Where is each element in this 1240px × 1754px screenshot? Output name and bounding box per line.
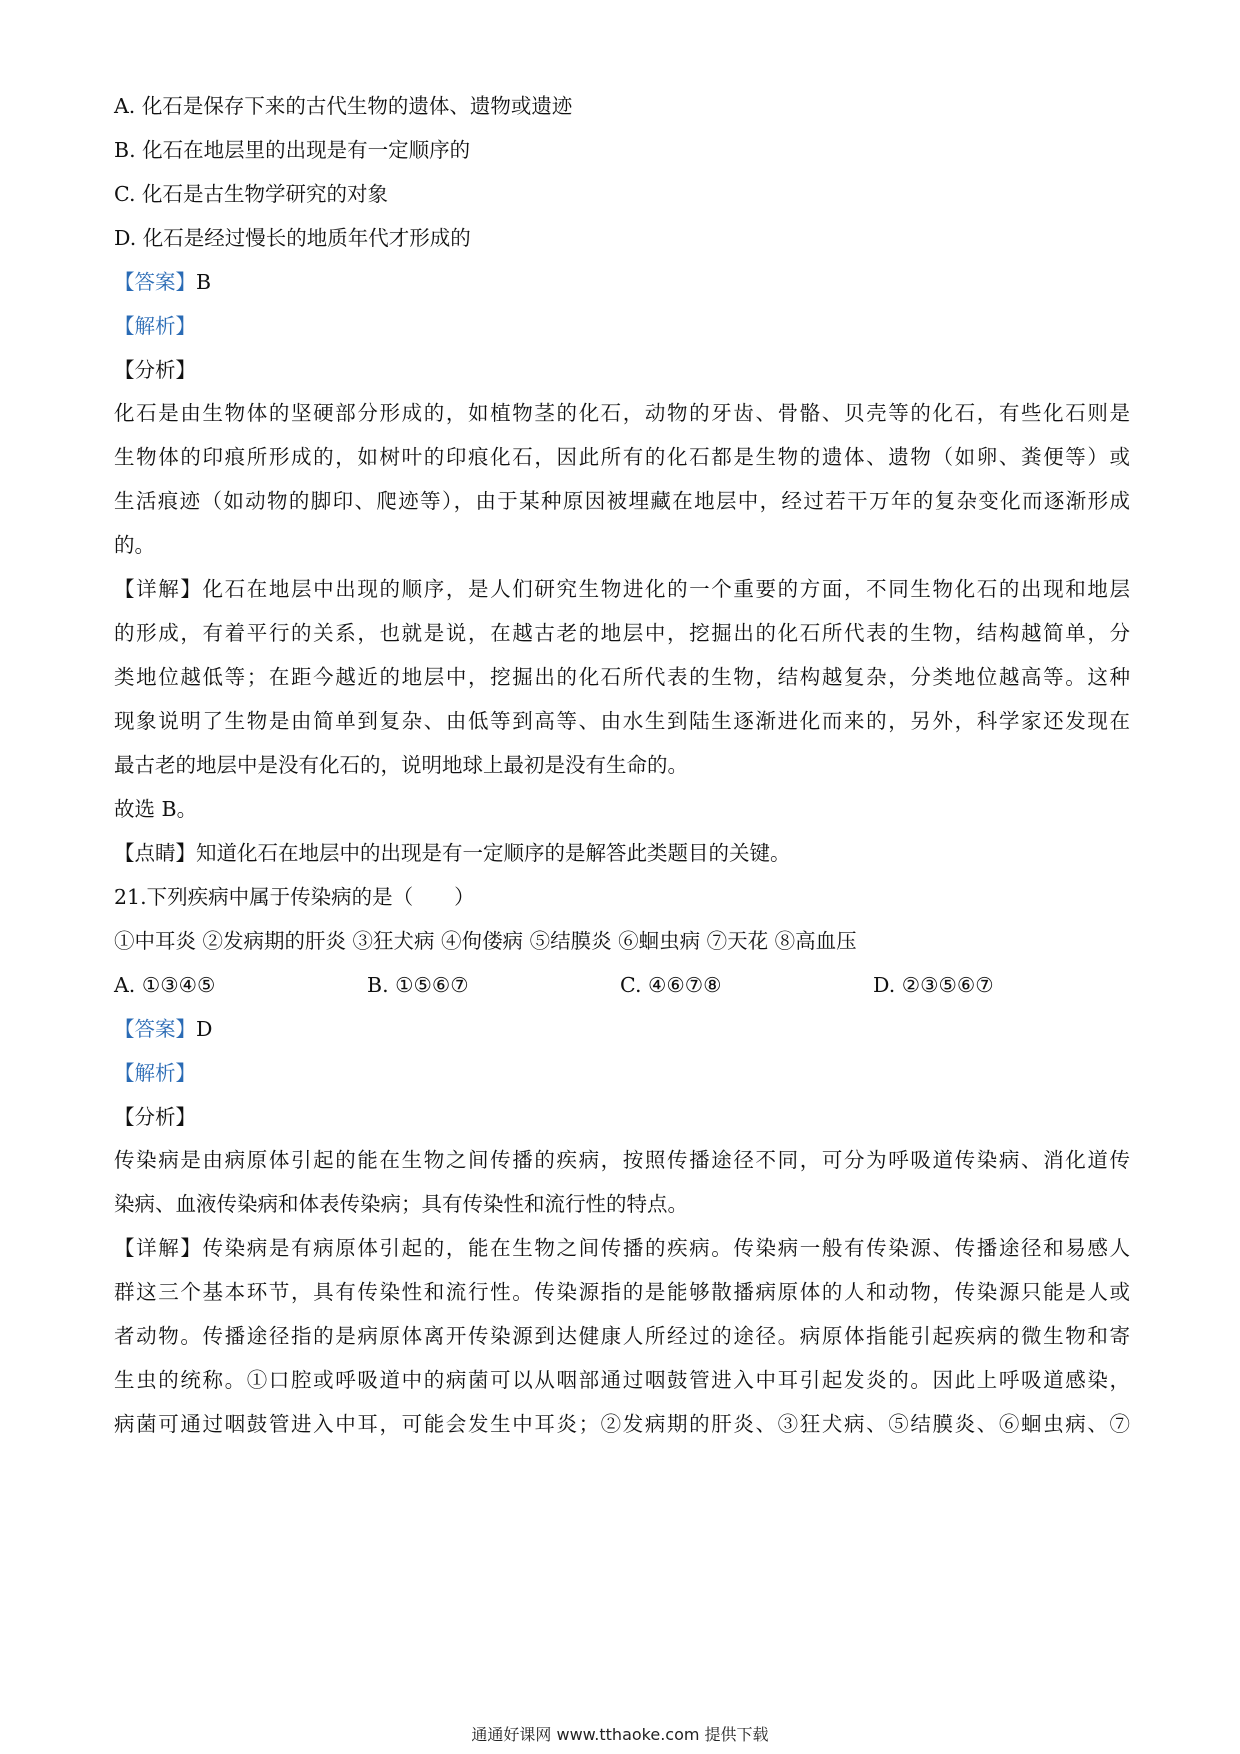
q20-xiangjie-line-2: 的形成，有着平行的关系，也就是说，在越古老的地层中，挖掘出的化石所代表的生物，结构越简单，分: [114, 621, 1130, 645]
page-footer: 通通好课网 www.tthaoke.com 提供下载: [471, 1725, 769, 1744]
q21-items: ①中耳炎 ②发病期的肝炎 ③狂犬病 ④佝偻病 ⑤结膜炎 ⑥蛔虫病 ⑦天花 ⑧高血压: [114, 929, 857, 953]
q20-xiangjie-line-1: [114, 574, 1130, 604]
q21-jiexi-tag: 【解析】: [114, 1061, 196, 1085]
q21-xiangjie-line-4: 生虫的统称。①口腔或呼吸道中的病菌可以从咽部通过咽鼓管进入中耳引起发炎的。因此上呼吸道感染，: [114, 1368, 1130, 1392]
answer-tag: 【答案】: [114, 270, 196, 294]
q21-answer: [114, 1014, 1130, 1044]
q21-option-d: D. ②③⑤⑥⑦: [873, 973, 994, 997]
q20-xiangjie-line-5: 最古老的地层中是没有化石的，说明地球上最初是没有生命的。: [114, 753, 688, 777]
q20-jiexi-tag: 【解析】: [114, 314, 196, 338]
q20-fenxi-tag: 【分析】: [114, 358, 196, 382]
q21-option-c: C. ④⑥⑦⑧: [620, 973, 722, 997]
answer-tag: 【答案】: [114, 1017, 196, 1041]
q20-dianjing: [114, 838, 1130, 868]
q21-fenxi-line-1: 传染病是由病原体引起的能在生物之间传播的疾病，按照传播途径不同，可分为呼吸道传染病、消化道传: [114, 1148, 1130, 1172]
q20-option-a: A. 化石是保存下来的古代生物的遗体、遗物或遗迹: [114, 94, 573, 118]
dianjing-text: 知道化石在地层中的出现是有一定顺序的是解答此类题目的关键。: [196, 841, 791, 865]
q21-option-a: A. ①③④⑤: [114, 973, 216, 997]
dianjing-tag: 【点睛】: [114, 841, 196, 865]
xiangjie-tag: 【详解】: [114, 577, 203, 601]
q20-xiangjie-line-4: 现象说明了生物是由简单到复杂、由低等到高等、由水生到陆生逐渐进化而来的，另外，科学家还发现在: [114, 709, 1130, 733]
xiangjie-text: 传染病是有病原体引起的，能在生物之间传播的疾病。传染病一般有传染源、传播途径和易感人: [202, 1236, 1131, 1260]
q20-guxuan: 故选 B。: [114, 797, 198, 821]
q20-option-d: D. 化石是经过慢长的地质年代才形成的: [114, 226, 471, 250]
q21-xiangjie-line-2: 群这三个基本环节，具有传染性和流行性。传染源指的是能够散播病原体的人和动物，传染源只能是人或: [114, 1280, 1130, 1304]
q20-fenxi-line-1: 化石是由生物体的坚硬部分形成的，如植物茎的化石，动物的牙齿、骨骼、贝壳等的化石，有些化石则是: [114, 401, 1130, 425]
answer-value: B: [196, 270, 212, 294]
q21-stem: 21.下列疾病中属于传染病的是（ ）: [114, 885, 475, 909]
q21-xiangjie-line-5: 病菌可通过咽鼓管进入中耳，可能会发生中耳炎；②发病期的肝炎、③狂犬病、⑤结膜炎、⑥蛔虫病、⑦: [114, 1412, 1130, 1436]
xiangjie-tag: 【详解】: [114, 1236, 203, 1260]
q21-xiangjie-line-3: 者动物。传播途径指的是病原体离开传染源到达健康人所经过的途径。病原体指能引起疾病的微生物和寄: [114, 1324, 1130, 1348]
q21-fenxi-line-2: 染病、血液传染病和体表传染病；具有传染性和流行性的特点。: [114, 1192, 688, 1216]
q20-xiangjie-line-3: 类地位越低等；在距今越近的地层中，挖掘出的化石所代表的生物，结构越复杂，分类地位越高等。这种: [114, 665, 1130, 689]
q20-fenxi-line-3: 生活痕迹（如动物的脚印、爬迹等），由于某种原因被埋藏在地层中，经过若干万年的复杂变化而逐渐形成: [114, 489, 1130, 513]
xiangjie-text: 化石在地层中出现的顺序，是人们研究生物进化的一个重要的方面，不同生物化石的出现和地层: [202, 577, 1131, 601]
q20-option-c: C. 化石是古生物学研究的对象: [114, 182, 388, 206]
q20-fenxi-line-4: 的。: [114, 533, 155, 557]
q21-fenxi-tag: 【分析】: [114, 1105, 196, 1129]
q20-answer: [114, 267, 1130, 297]
answer-value: D: [196, 1017, 213, 1041]
q20-fenxi-line-2: 生物体的印痕所形成的，如树叶的印痕化石，因此所有的化石都是生物的遗体、遗物（如卵、粪便等）或: [114, 445, 1130, 469]
q21-xiangjie-line-1: [114, 1233, 1130, 1263]
q21-options: [114, 970, 1130, 1000]
q21-option-b: B. ①⑤⑥⑦: [367, 973, 469, 997]
q20-option-b: B. 化石在地层里的出现是有一定顺序的: [114, 138, 471, 162]
